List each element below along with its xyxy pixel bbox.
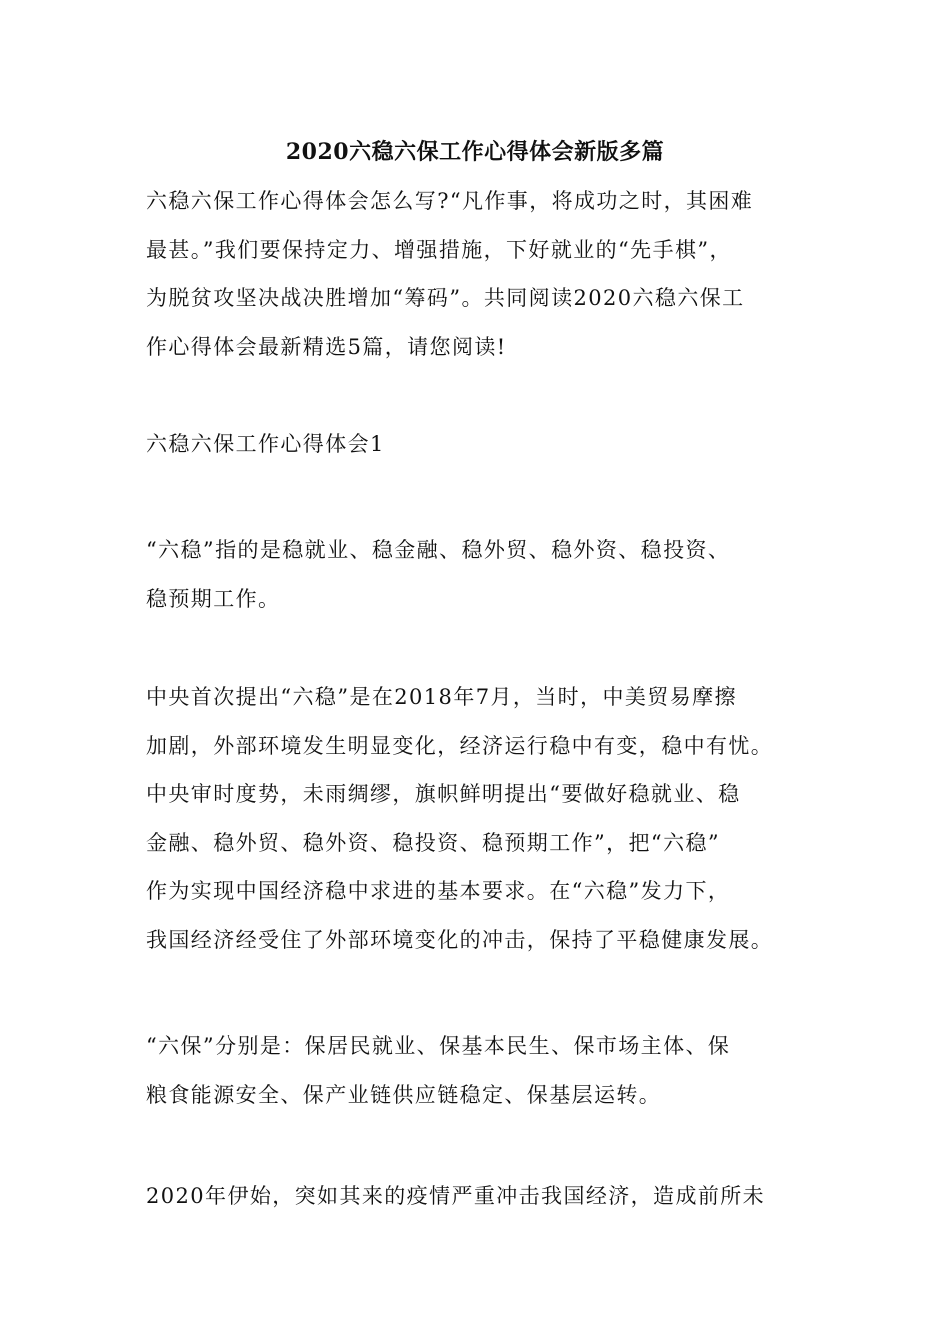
text-line: 金融、稳外贸、稳外资、稳投资、稳预期工作”，把“六稳” — [146, 830, 721, 855]
text-line: 我国经济经受住了外部环境变化的冲击，保持了平稳健康发展。 — [146, 927, 774, 952]
text-line: “六稳”指的是稳就业、稳金融、稳外贸、稳外资、稳投资、 — [146, 538, 731, 562]
intro-paragraph — [146, 177, 816, 371]
text-line: “六保”分别是：保居民就业、保基本民生、保市场主体、保 — [146, 1034, 731, 1058]
section-heading — [146, 420, 816, 469]
text-line: 最甚。”我们要保持定力、增强措施，下好就业的“先手棋”， — [146, 237, 732, 262]
text-line: 2020年伊始，突如其来的疫情严重冲击我国经济，造成前所未 — [146, 1184, 766, 1208]
text-line: 作为实现中国经济稳中求进的基本要求。在“六稳”发力下， — [146, 879, 731, 903]
history-paragraph — [146, 673, 816, 964]
six-guarantees-paragraph — [146, 1022, 816, 1119]
text-line: 稳预期工作。 — [146, 586, 281, 611]
text-line: 作心得体会最新精选5篇，请您阅读! — [146, 334, 507, 359]
text-line: 中央首次提出“六稳”是在2018年7月，当时，中美贸易摩擦 — [146, 685, 737, 709]
pandemic-paragraph — [146, 1172, 816, 1221]
text-line: 中央审时度势，未雨绸缪，旗帜鲜明提出“要做好稳就业、稳 — [146, 782, 741, 806]
text-line: 为脱贫攻坚决战决胜增加“筹码”。共同阅读2020六稳六保工 — [146, 286, 745, 310]
text-line: 六稳六保工作心得体会1 — [146, 432, 385, 456]
six-stability-paragraph — [146, 526, 816, 623]
text-line: 六稳六保工作心得体会怎么写?“凡作事，将成功之时，其困难 — [146, 189, 754, 213]
document-title: 2020六稳六保工作心得体会新版多篇 — [285, 139, 665, 165]
text-line: 粮食能源安全、保产业链供应链稳定、保基层运转。 — [146, 1082, 662, 1107]
text-line: 加剧，外部环境发生明显变化，经济运行稳中有变，稳中有忧。 — [146, 733, 774, 758]
